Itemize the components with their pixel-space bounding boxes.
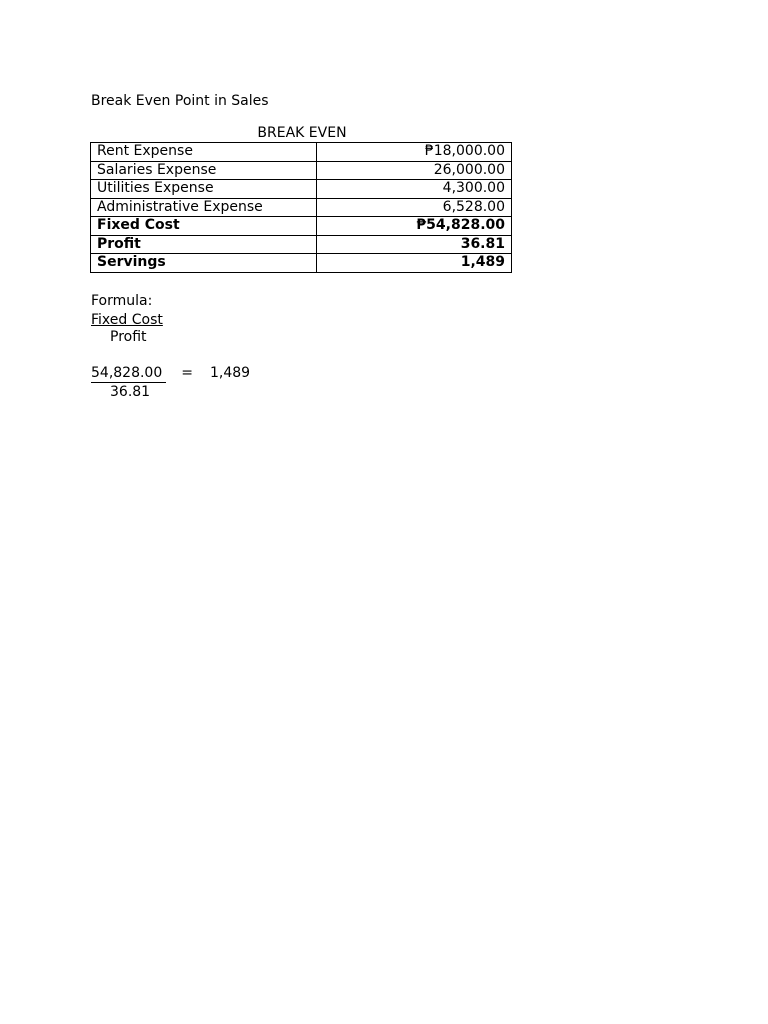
formula-numerator: Fixed Cost [91, 312, 163, 328]
table-row-fixed-cost [91, 217, 512, 236]
row-value: 4,300.00 [317, 180, 512, 199]
break-even-table [90, 142, 512, 273]
calculation-denominator: 36.81 [110, 384, 151, 400]
table-row-profit [91, 235, 512, 254]
row-label: Rent Expense [91, 143, 317, 162]
row-value: 26,000.00 [317, 161, 512, 180]
document-title: Break Even Point in Sales [91, 93, 269, 109]
row-label: Servings [91, 254, 317, 273]
calculation-numerator: 54,828.00 [91, 365, 166, 383]
table-row-salaries-expense [91, 161, 512, 180]
table-row-servings [91, 254, 512, 273]
row-label: Utilities Expense [91, 180, 317, 199]
table-row-rent-expense [91, 143, 512, 162]
table-caption: BREAK EVEN [257, 125, 347, 141]
calculation-row [91, 364, 250, 383]
row-value: 1,489 [317, 254, 512, 273]
row-value: 6,528.00 [317, 198, 512, 217]
calculation-result: 1,489 [210, 365, 251, 381]
row-label: Fixed Cost [91, 217, 317, 236]
equals-sign: = [181, 365, 193, 381]
row-value: ₱54,828.00 [317, 217, 512, 236]
table-row-administrative-expense [91, 198, 512, 217]
formula-label: Formula: [91, 293, 153, 309]
row-value: 36.81 [317, 235, 512, 254]
row-label: Salaries Expense [91, 161, 317, 180]
table-row-utilities-expense [91, 180, 512, 199]
row-value: ₱18,000.00 [317, 143, 512, 162]
formula-denominator: Profit [110, 329, 147, 345]
row-label: Administrative Expense [91, 198, 317, 217]
row-label: Profit [91, 235, 317, 254]
